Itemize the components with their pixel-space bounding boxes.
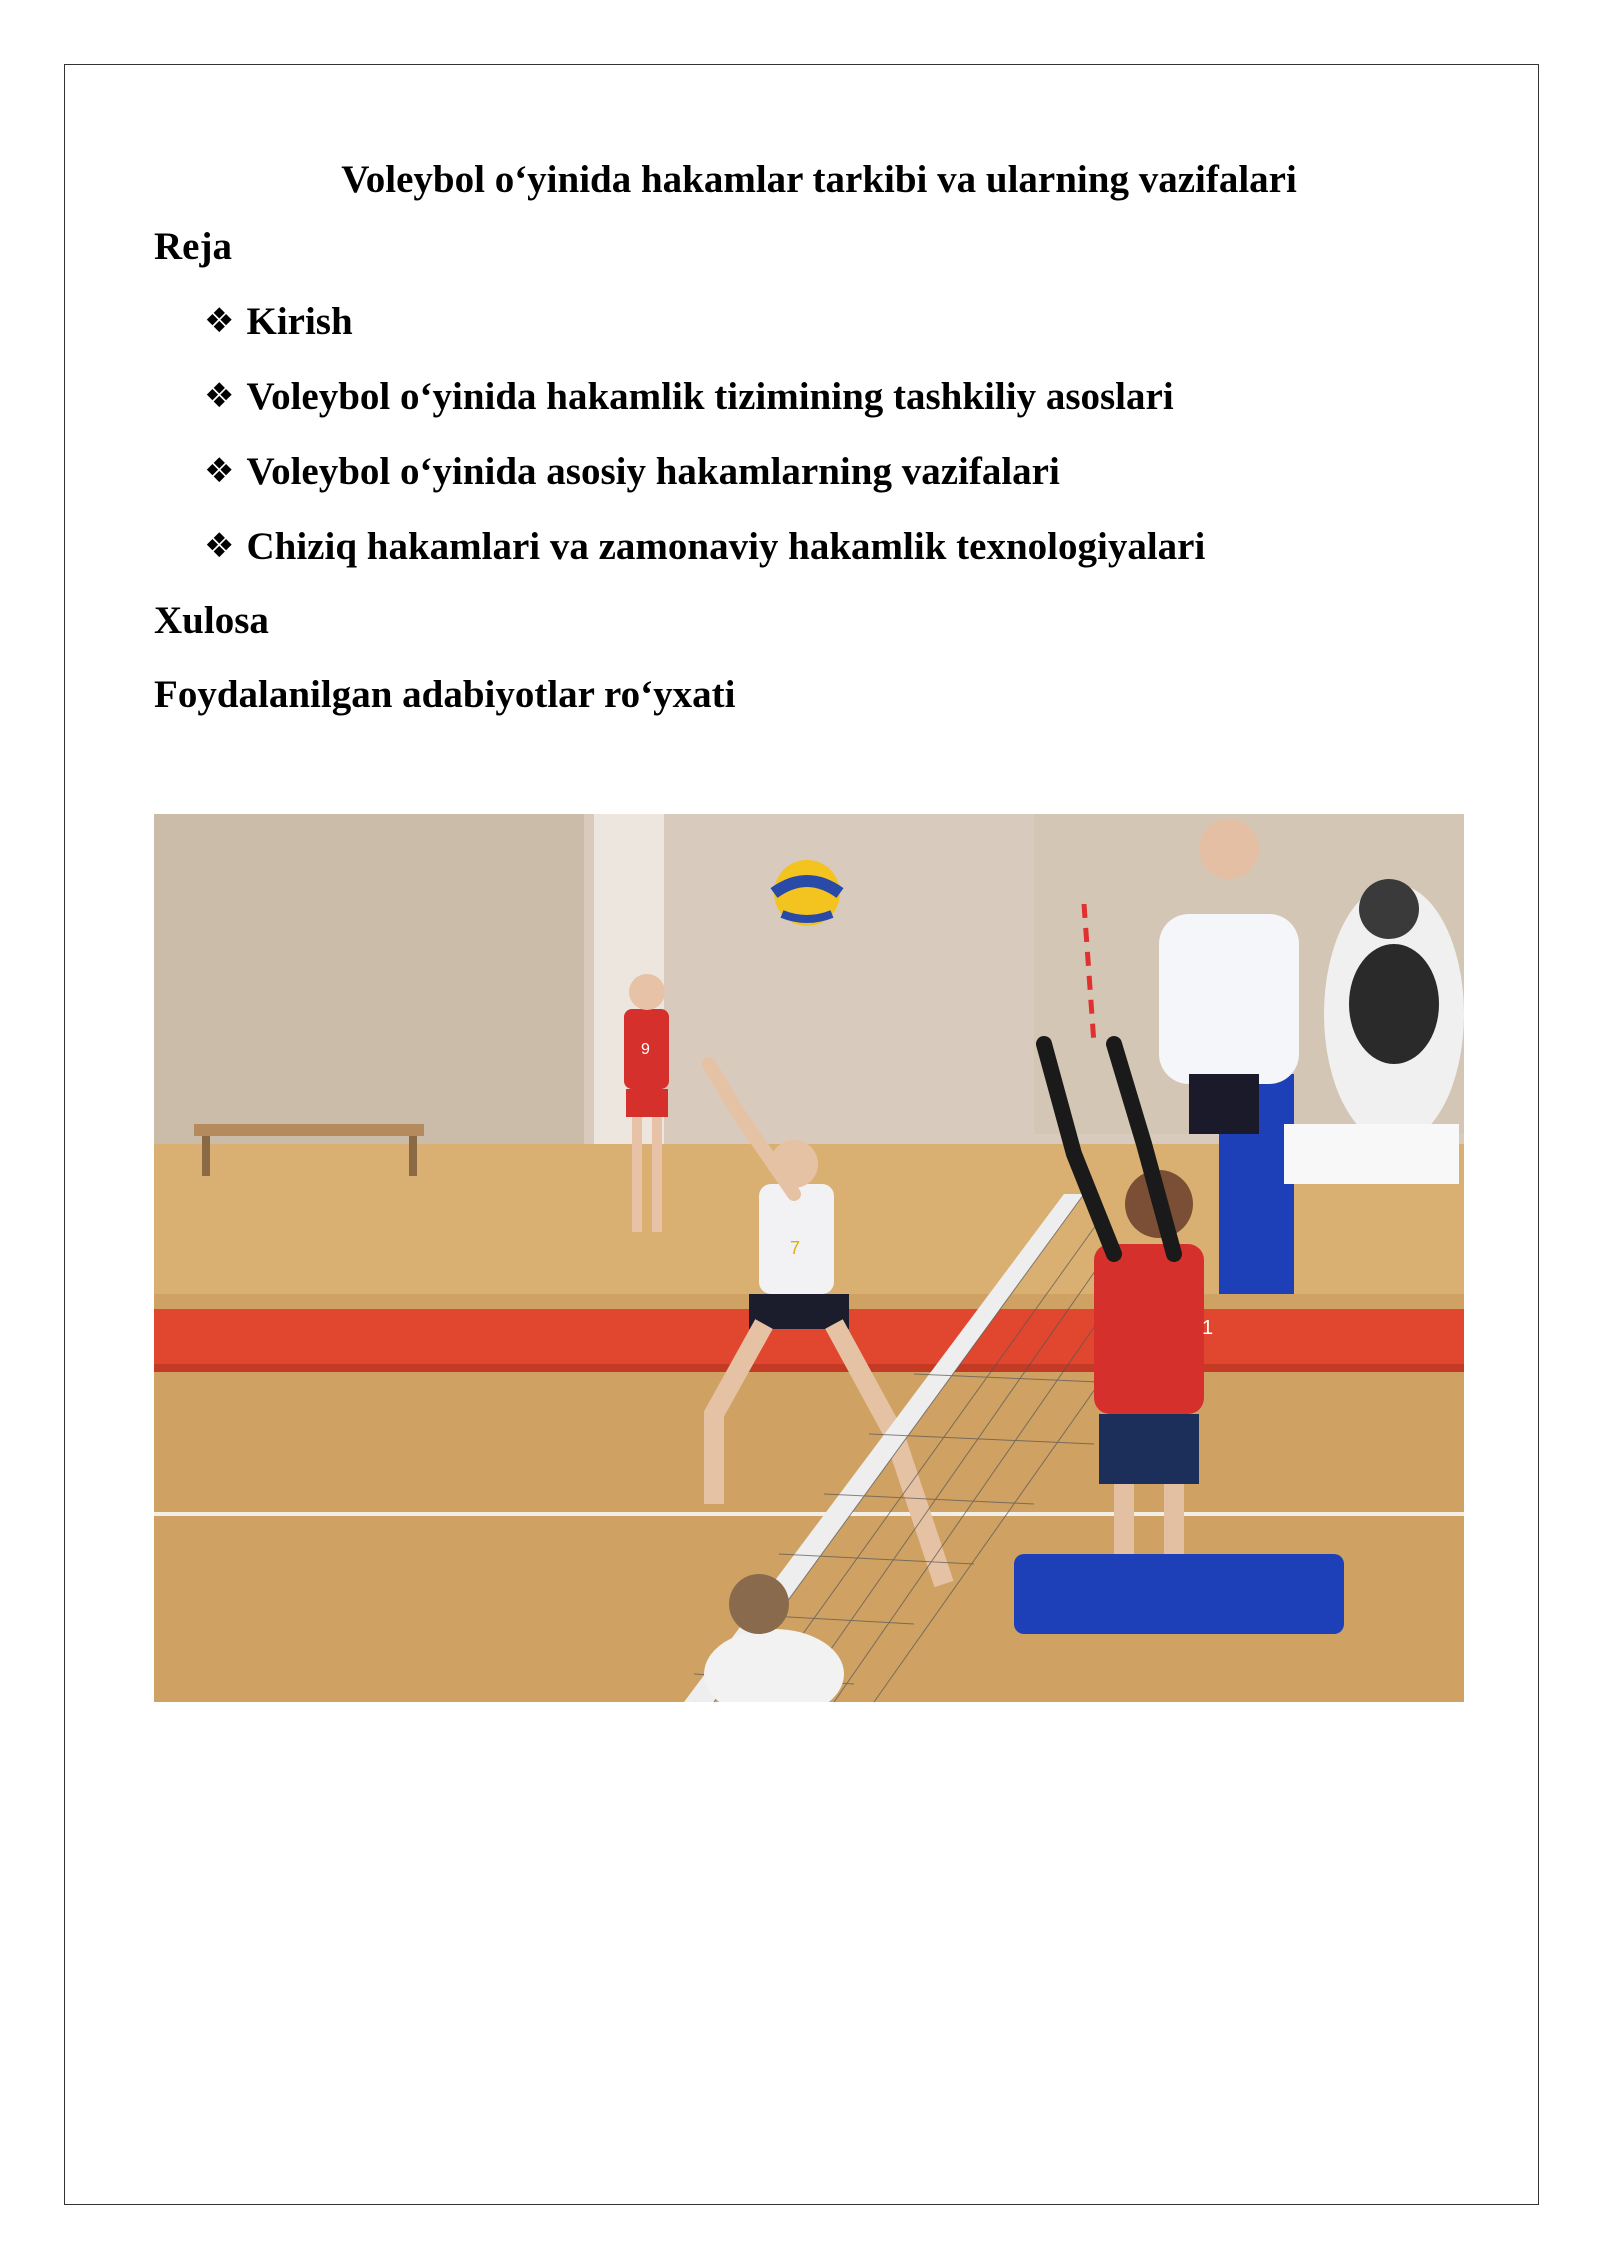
bullet-diamond-icon: ❖ — [204, 301, 235, 341]
plan-item — [154, 509, 1464, 584]
bullet-diamond-icon: ❖ — [204, 451, 235, 491]
plan-heading: Reja — [154, 225, 232, 268]
bullet-diamond-icon: ❖ — [204, 376, 235, 416]
plan-item-label: Chiziq hakamlari va zamonaviy hakamlik texnologiyalari — [246, 525, 1206, 568]
plan-item — [154, 434, 1464, 509]
conclusion-heading: Xulosa — [154, 599, 269, 642]
document-body — [154, 150, 1464, 732]
jersey-number: 9 — [641, 1041, 650, 1058]
plan-item — [154, 359, 1464, 434]
plan-item-label: Voleybol o‘yinida hakamlik tizimining tashkiliy asoslari — [246, 375, 1174, 418]
plan-item-label: Kirish — [246, 300, 353, 343]
plan-item-label: Voleybol o‘yinida asosiy hakamlarning vazifalari — [246, 450, 1060, 493]
volleyball-match-photo — [154, 814, 1464, 1702]
bullet-diamond-icon: ❖ — [204, 526, 235, 566]
references-heading: Foydalanilgan adabiyotlar ro‘yxati — [154, 673, 736, 716]
jersey-number: 1 — [1202, 1317, 1214, 1339]
document-title: Voleybol o‘yinida hakamlar tarkibi va ularning vazifalari — [341, 158, 1297, 201]
plan-item — [154, 284, 1464, 359]
jersey-number: 7 — [790, 1238, 801, 1258]
